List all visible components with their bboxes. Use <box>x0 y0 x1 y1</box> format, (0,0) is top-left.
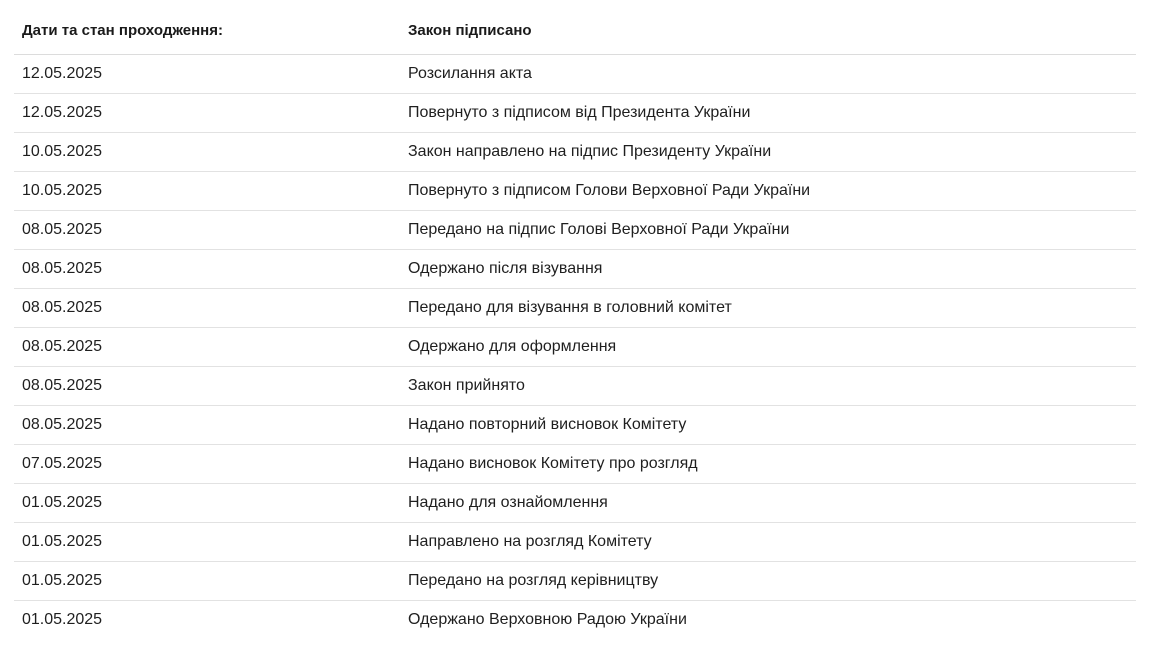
table-row <box>14 327 1136 366</box>
table-row <box>14 483 1136 522</box>
row-event: Направлено на розгляд Комітету <box>400 522 1136 561</box>
row-date: 08.05.2025 <box>14 210 400 249</box>
table-row <box>14 405 1136 444</box>
table-row <box>14 522 1136 561</box>
table-row <box>14 210 1136 249</box>
row-date: 08.05.2025 <box>14 327 400 366</box>
row-date: 10.05.2025 <box>14 132 400 171</box>
row-date: 01.05.2025 <box>14 483 400 522</box>
table-header-row <box>14 0 1136 54</box>
table-body <box>14 54 1136 639</box>
row-event: Передано для візування в головний комітет <box>400 288 1136 327</box>
row-date: 10.05.2025 <box>14 171 400 210</box>
row-date: 08.05.2025 <box>14 405 400 444</box>
status-column-header: Закон підписано <box>400 0 1136 54</box>
row-event: Одержано Верховною Радою України <box>408 610 687 628</box>
row-date: 08.05.2025 <box>14 366 400 405</box>
table-row <box>14 132 1136 171</box>
row-event: Закон направлено на підпис Президенту України <box>400 132 1136 171</box>
row-date: 08.05.2025 <box>14 249 400 288</box>
row-event: Передано на підпис Голові Верховної Ради України <box>400 210 1136 249</box>
table-row <box>14 93 1136 132</box>
row-date: 01.05.2025 <box>14 561 400 600</box>
date-column-header: Дати та стан проходження: <box>14 0 400 54</box>
row-event: Закон прийнято <box>400 366 1136 405</box>
row-date: 12.05.2025 <box>14 93 400 132</box>
row-date: 01.05.2025 <box>22 610 103 628</box>
table-row <box>14 249 1136 288</box>
table-header <box>14 0 1136 54</box>
table-row <box>14 600 1136 639</box>
row-event: Надано повторний висновок Комітету <box>400 405 1136 444</box>
row-date: 07.05.2025 <box>14 444 400 483</box>
table-row <box>14 288 1136 327</box>
row-event: Передано на розгляд керівництву <box>400 561 1136 600</box>
row-date: 01.05.2025 <box>14 522 400 561</box>
row-event: Одержано для оформлення <box>400 327 1136 366</box>
row-date: 08.05.2025 <box>14 288 400 327</box>
row-event: Повернуто з підписом Голови Верховної Ради України <box>400 171 1136 210</box>
row-event: Розсилання акта <box>400 54 1136 93</box>
row-event: Надано висновок Комітету про розгляд <box>400 444 1136 483</box>
bill-history-table <box>14 0 1136 639</box>
table-row <box>14 171 1136 210</box>
row-date: 12.05.2025 <box>14 54 400 93</box>
table-row <box>14 366 1136 405</box>
table-row <box>14 54 1136 93</box>
row-event: Надано для ознайомлення <box>400 483 1136 522</box>
table-row <box>14 444 1136 483</box>
table-row <box>14 561 1136 600</box>
row-event: Повернуто з підписом від Президента України <box>400 93 1136 132</box>
row-event: Одержано після візування <box>400 249 1136 288</box>
